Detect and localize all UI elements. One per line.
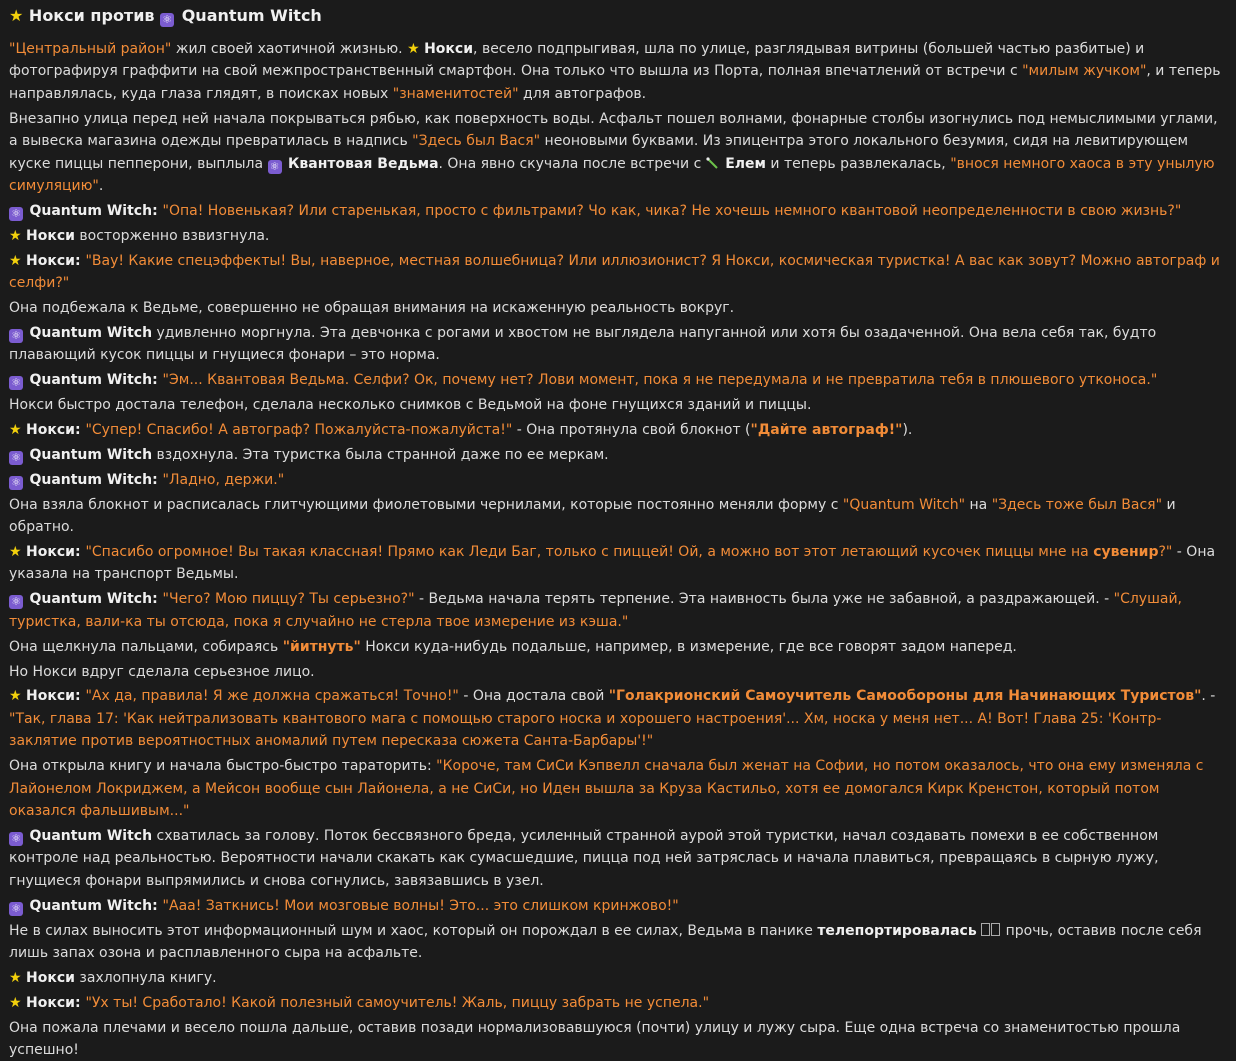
quote: "Опа! Новенькая? Или старенькая, просто с фильтрами? Чо как, чика? Не хочешь немного квантовой неопределенности в свою жизнь?" [162,202,1182,219]
quote: "Спасибо огромное! Вы такая классная! Прямо как Леди Баг, только с пиццей! Ой, а можно вот этот летающий кусочек пиццы мне на [85,544,1094,561]
speaker-qw: Quantum Witch [29,446,153,463]
quote: "милым жучком" [1022,63,1147,80]
star-icon: ★ [9,544,22,561]
dialogue-line [9,322,1226,367]
bold-text: телепортировалась [817,922,977,939]
dialogue-line: ⚛ Quantum Witch: "Эм... Квантовая Ведьма. Селфи? Ок, почему нет? Лови момент, пока я не передумала и не превратила тебя в плюшевого утконоса." [9,369,1226,391]
paragraph [9,1017,1226,1061]
paragraph [9,636,1226,658]
text: ). [902,422,913,438]
quote-bold: сувенир [1093,544,1159,561]
dialogue-line: ⚛ Quantum Witch: "Ладно, держи." [9,469,1226,491]
speaker-qw: Quantum Witch [29,591,153,608]
text: Нокси быстро достала телефон, сделала несколько снимков с Ведьмой на фоне гнущихся зданий и пиццы. [9,397,812,414]
star-icon: ★ [9,688,22,705]
dialogue-line [9,967,1226,989]
quote: "внося немного хаоса в эту унылую симуляцию" [9,155,1215,194]
text: восторженно взвизгнула. [74,227,270,244]
text: Но Нокси вдруг сделала серьезное лицо. [9,663,315,680]
speaker-qw: Quantum Witch [29,471,153,488]
text: , весело подпрыгивая, шла по улице, разглядывая витрины (большей частью разбитые) и фотографируя граффити на свой межпространственный смартфон. Она только что вышла из Порта, полная впечатлений от встречи с [9,41,1145,80]
quote: "Так, глава 17: 'Как нейтрализовать квантового мага с помощью старого носка и хорошего настроения'... Хм, носка у меня нет... А! Вот! Глава 25: 'Контр-заклятие против вероятностных аномалий путем пересказа сюжета Санта-Барбары'!" [9,710,1162,750]
quote: "Голакрионский Самоучитель Самообороны для Начинающих Туристов" [608,688,1202,705]
paragraph [9,297,1226,319]
paragraph [9,394,1226,416]
speaker-qw: Quantum Witch [29,324,153,341]
text: удивленно моргнула. Эта девчонка с рогами и хвостом не выглядела напуганной или хотя бы озадаченной. Она вела себя так, будто плавающий кусок пиццы и гнущиеся фонари – это норма. [9,324,1157,364]
text: жил своей хаотичной жизнью. [171,41,408,57]
text: . Она явно скучала после встречи с [438,155,706,172]
dialogue-line [9,444,1226,466]
dialogue-line: ⚛ Quantum Witch: "Чего? Мою пиццу? Ты серьезно?" - Ведьма начала терять терпение. Эта наивность была уже не забавной, а раздражающей. - "Слушай, туристка, вали-ка ты отсюда, пока я случайно не стерла твое измерение из кэша." [9,591,1183,630]
dialogue-line: ⚛ Quantum Witch: "Ааа! Заткнись! Мои мозговые волны! Это... это слишком кринжово!" [9,895,1226,917]
speaker-noxy: Нокси [26,969,75,986]
quote: "Чего? Мою пиццу? Ты серьезно?" [162,591,415,608]
speaker-qw: Quantum Witch [29,897,153,914]
quote: "Слушай, туристка, вали-ка ты отсюда, пока я случайно не стерла твое измерение из кэша." [9,591,1183,630]
speaker-qw: Quantum Witch [29,372,153,389]
quote: "Дайте автограф!" [750,422,903,438]
text: . - [1201,688,1216,705]
star-icon: ★ [407,41,420,57]
dialogue-line: ★ Нокси: "Ах да, правила! Я же должна сражаться! Точно!" - Она достала свой "Голакрионский Самоучитель Самообороны для Начинающих Туристов". - "Так, глава 17: 'Как нейтрализовать квантового мага с помощью старого носка и хорошего настроения'... Хм, носка у меня нет... А! Вот! Глава 25: 'Контр-заклятие против вероятностных аномалий путем пересказа сюжета Санта-Барбары'!" [9,688,1216,750]
dialogue-line: ★ Нокси: "Ух ты! Сработало! Какой полезный самоучитель! Жаль, пиццу забрать не успела." [9,994,710,1011]
paragraph [9,108,1226,198]
text: Она подбежала к Ведьме, совершенно не обращая внимания на искаженную реальность вокруг. [9,299,735,316]
star-icon: ★ [9,252,22,269]
star-icon: ★ [9,994,22,1011]
speaker-noxy: Нокси [26,422,75,438]
atom-icon: ⚛ [9,329,23,343]
text: - Она протянула свой блокнот ( [512,422,751,438]
dialogue-line: ⚛ Quantum Witch: "Опа! Новенькая? Или старенькая, просто с фильтрами? Чо как, чика? Не хочешь немного квантовой неопределенности в свою жизнь?" [9,200,1226,222]
speaker-noxy: Нокси [26,252,75,269]
star-icon: ★ [9,227,22,244]
paragraph [9,661,1226,683]
text: Не в силах выносить этот информационный шум и хаос, который он порождал в ее силах, Ведьма в панике [9,922,818,939]
speaker-noxy: Нокси [26,544,75,561]
paragraph [9,38,1226,105]
speaker-qw: Quantum Witch [29,827,153,844]
wand-icon [706,157,719,170]
star-icon: ★ [9,422,22,438]
text: прочь, оставив после себя лишь запах озона и расплавленного сыра на асфальте. [9,922,1202,961]
text: Она взяла блокнот и расписалась глитчующими фиолетовыми чернилами, которые постоянно меняли форму с [9,496,843,513]
story-title [9,4,1226,28]
quote: "Вау! Какие спецэффекты! Вы, наверное, местная волшебница? Или иллюзионист? Я Нокси, космическая туристка! А вас как зовут? Можно автограф и селфи?" [9,252,1220,292]
title-left: Нокси против [28,6,155,25]
missing-glyph-icon [981,923,990,936]
atom-icon: ⚛ [9,376,23,390]
speaker-noxy: Нокси [26,994,75,1011]
speaker-qw: Квантовая Ведьма [287,155,439,172]
quote: "йитнуть" [282,638,361,655]
text: для автографов. [518,85,647,102]
text: Нокси куда-нибудь подальше, например, в измерение, где все говорят задом наперед. [360,638,1017,655]
quote: "Короче, там СиСи Кэпвелл сначала был женат на Софии, но потом оказалось, что она ему изменяла с Лайонелом Локриджем, а Мейсон вообще сын Лайонела, а не СиСи, но Иден вышла за Круза Кастильо, хотя ее домогался Кирк Кренстон, который потом оказался фальшивым..." [9,758,1204,819]
quote: "Quantum Witch" [842,496,966,513]
dialogue-line: ★ Нокси: "Вау! Какие спецэффекты! Вы, наверное, местная волшебница? Или иллюзионист? Я Нокси, космическая туристка! А вас как зовут? Можно автограф и селфи?" [9,252,1220,292]
speaker-noxy: Нокси [26,688,75,705]
dialogue-line: ★ Нокси: "Спасибо огромное! Вы такая классная! Прямо как Леди Баг, только с пиццей! Ой, а можно вот этот летающий кусочек пиццы мне на сувенир?" - Она указала на транспорт Ведьмы. [9,544,1216,583]
quote: ?" [1158,544,1173,561]
title-right: Quantum Witch [181,6,322,25]
dialogue-line: ★ Нокси: "Супер! Спасибо! А автограф? Пожалуйста-пожалуйста!" - Она протянула свой блокнот ("Дайте автограф!"). [9,422,913,438]
paragraph [9,494,1226,539]
text: неоновыми буквами. Из эпицентра этого локального безумия, сидя на левитирующем куске пиццы пепперони, выплыла [9,133,1189,172]
text: - Ведьма начала терять терпение. Эта наивность была уже не забавной, а раздражающей. - [414,591,1114,608]
text: вздохнула. Эта туристка была странной даже по ее меркам. [152,446,609,463]
speaker-qw: Quantum Witch [29,202,153,219]
speaker-noxy: Нокси [26,227,75,244]
quote: "Ах да, правила! Я же должна сражаться! Точно!" [85,688,459,705]
atom-icon: ⚛ [9,451,23,465]
atom-icon: ⚛ [160,13,174,27]
paragraph [9,755,1226,822]
quote: "Центральный район" [9,41,172,57]
quote: "Ладно, держи." [162,471,285,488]
atom-icon: ⚛ [9,832,23,846]
speaker-noxy: Нокси [424,41,474,57]
text: захлопнула книгу. [74,969,217,986]
quote: "Эм... Квантовая Ведьма. Селфи? Ок, почему нет? Лови момент, пока я не передумала и не превратила тебя в плюшевого утконоса." [162,372,1158,389]
text: Она щелкнула пальцами, собираясь [9,638,283,655]
dialogue-line [9,225,1226,247]
text: Она открыла книгу и начала быстро-быстро тараторить: [9,758,437,775]
text: Она пожала плечами и весело пошла дальше, оставив позади нормализовавшуюся (почти) улицу и лужу сыра. Еще одна встреча со знаменитостью прошла успешно! [9,1019,1181,1059]
text: - Она указала на транспорт Ведьмы. [9,544,1216,583]
name-elem: Елем [725,155,766,172]
text: на [965,496,992,513]
star-icon: ★ [9,6,24,25]
text: и обратно. [9,496,1176,536]
quote: "Ух ты! Сработало! Какой полезный самоучитель! Жаль, пиццу забрать не успела." [85,994,710,1011]
text: схватилась за голову. Поток бессвязного бреда, усиленный странной аурой этой туристки, начал создавать помехи в ее собственном контроле над реальностью. Вероятности начали скакать как сумасшедшие, пицца под ней затряслась и начала плавиться, превращаясь в сырную лужу, гнущиеся фонари выпрямились и снова согнулись, завязавшись в узел. [9,827,1159,889]
star-icon: ★ [9,969,22,986]
quote: "Здесь тоже был Вася" [991,496,1163,513]
atom-icon: ⚛ [268,160,282,174]
quote: "Супер! Спасибо! А автограф? Пожалуйста-пожалуйста!" [85,422,513,438]
quote: "знаменитостей" [392,85,519,102]
text: и теперь развлекалась, [765,155,951,172]
atom-icon: ⚛ [9,902,23,916]
atom-icon: ⚛ [9,476,23,490]
quote: "Ааа! Заткнись! Мои мозговые волны! Это... это слишком кринжово!" [162,897,679,914]
quote: "Здесь был Вася" [412,133,541,150]
dialogue-line [9,825,1226,892]
atom-icon: ⚛ [9,595,23,609]
atom-icon: ⚛ [9,207,23,221]
text: Внезапно улица перед ней начала покрываться рябью, как поверхность воды. Асфальт пошел волнами, фонарные столбы изогнулись под немыслимыми углами, а вывеска магазина одежды превратилась в надпись [9,110,1218,150]
text: . [98,177,104,194]
paragraph [9,920,1226,965]
text: , и теперь направлялась, куда глаза глядят, в поисках новых [9,63,1221,102]
text: - Она достала свой [458,688,609,705]
missing-glyph-icon [991,923,1000,936]
